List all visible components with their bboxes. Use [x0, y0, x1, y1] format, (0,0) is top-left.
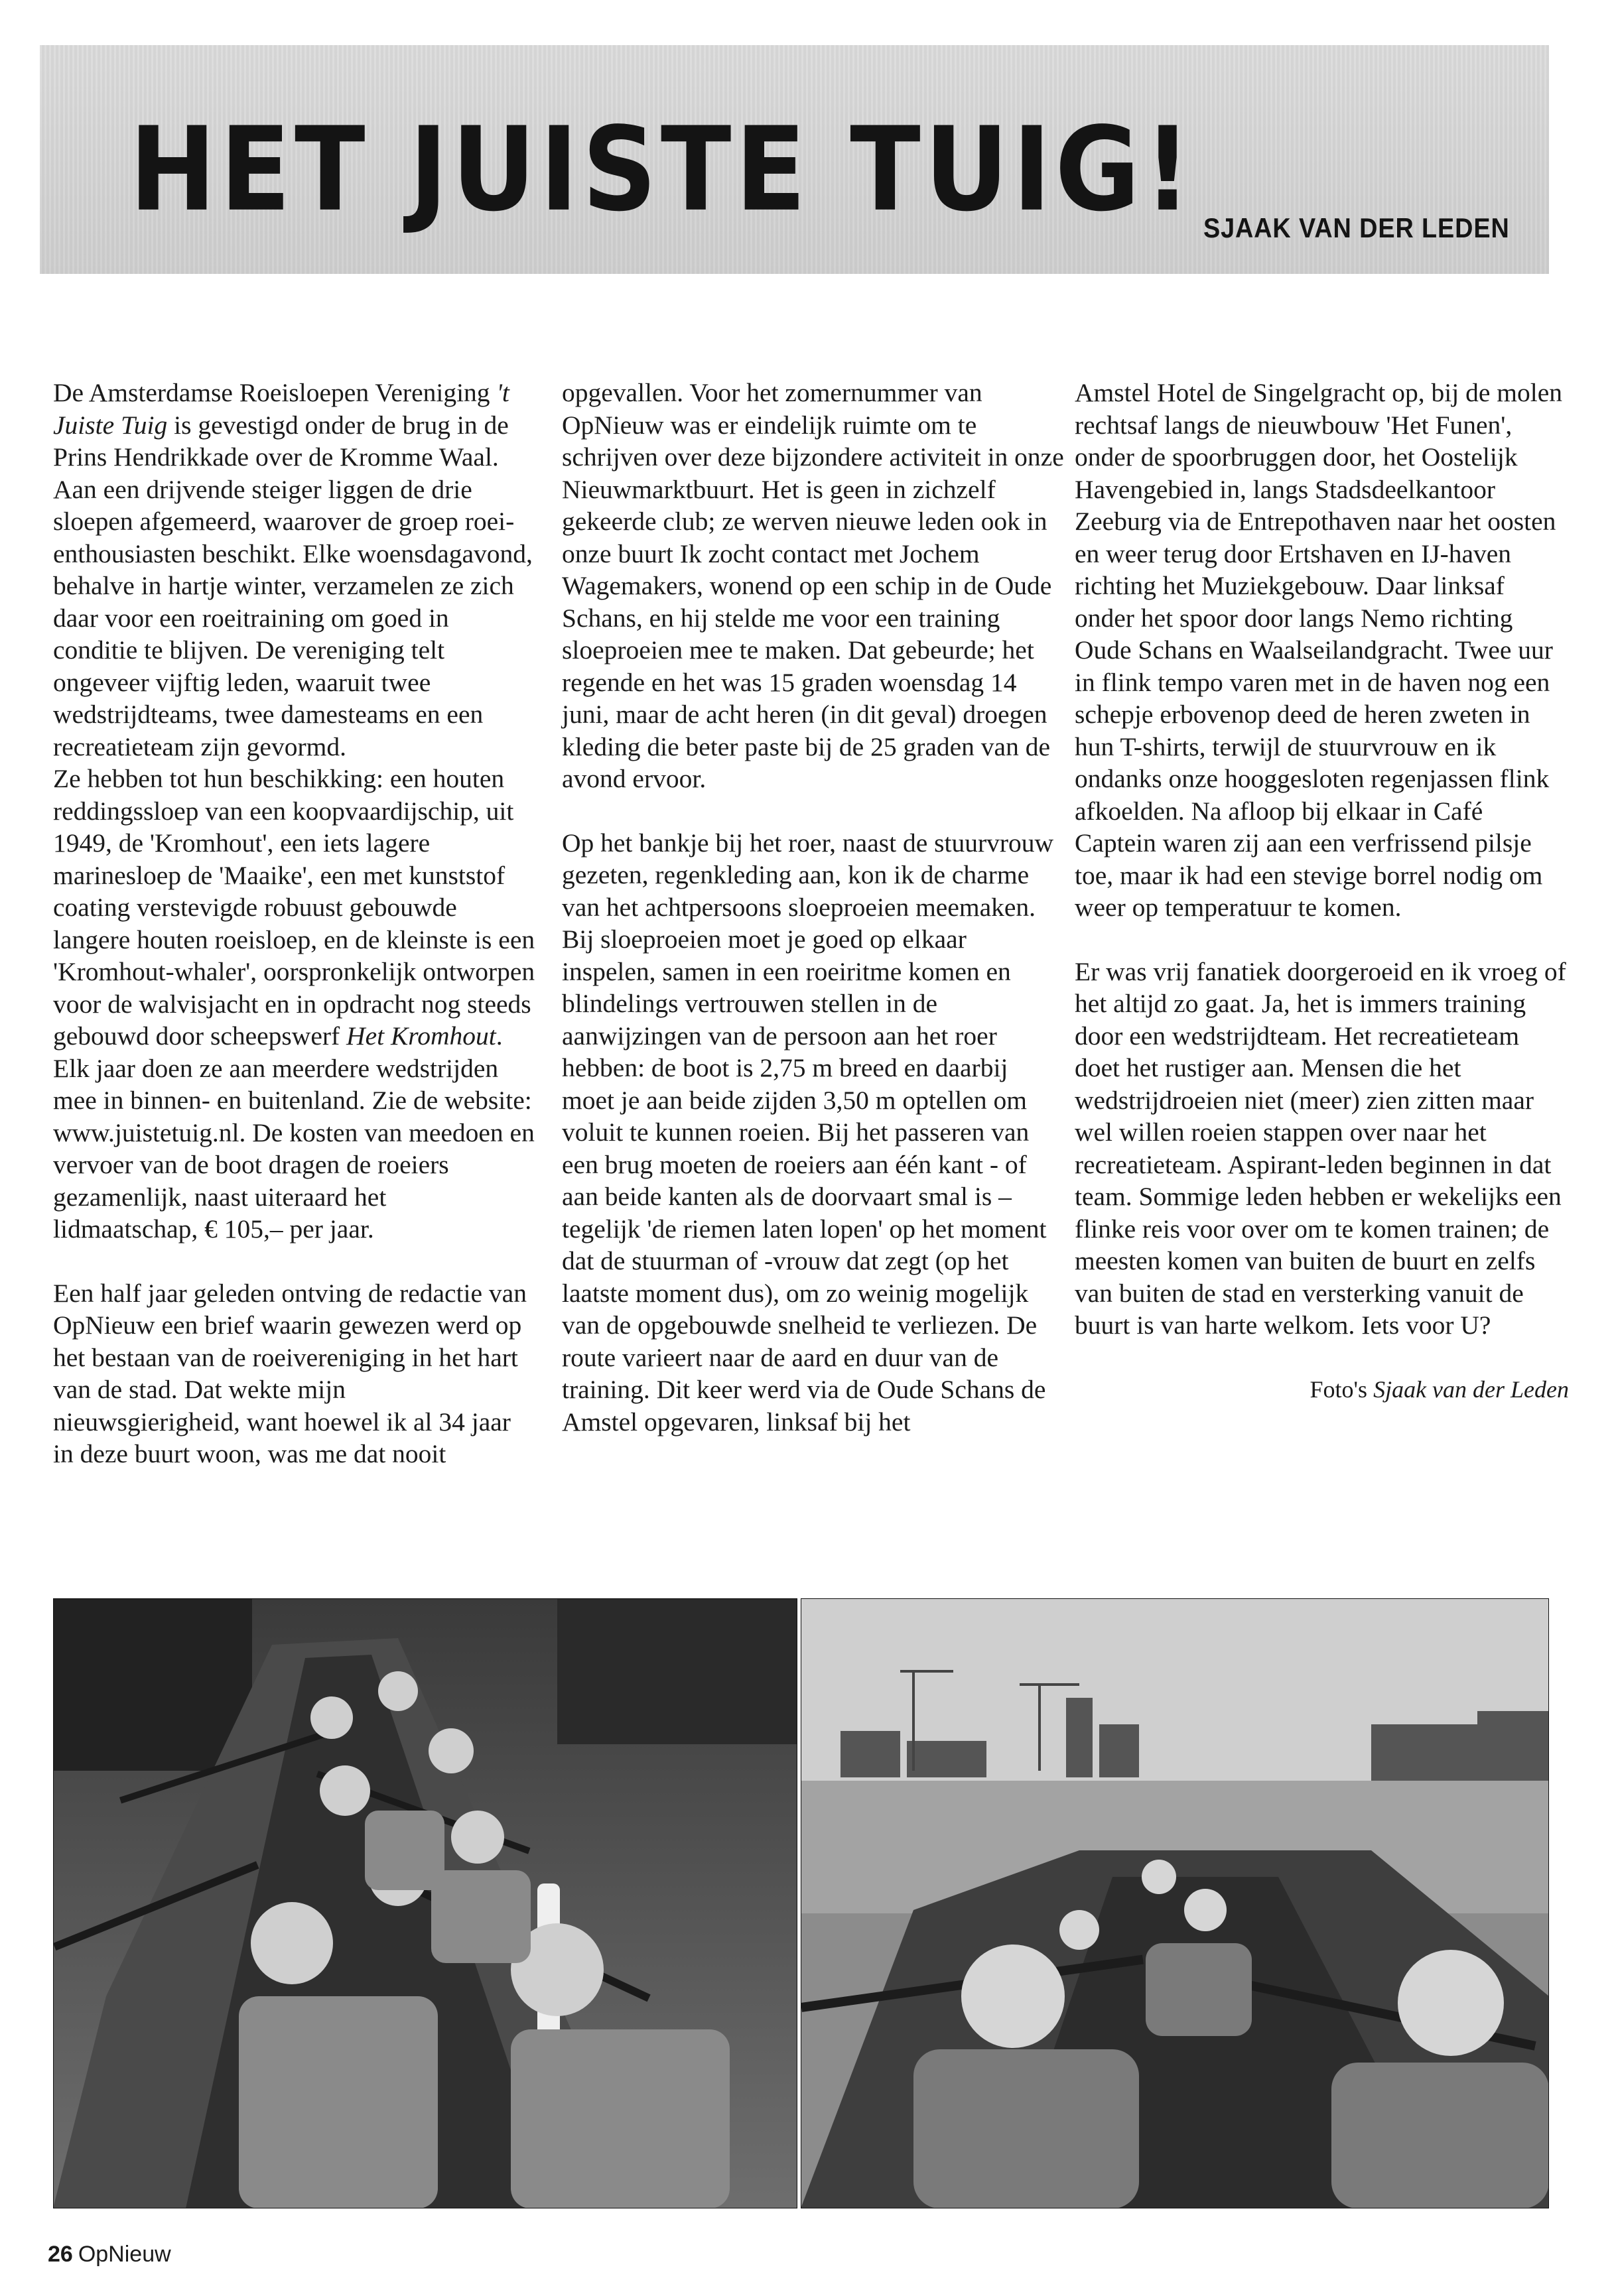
page-footer [48, 2242, 171, 2267]
rowing-crew-photo-right-image [801, 1598, 1549, 2208]
paragraph: Er was vrij fanatiek doorgeroeid en ik vroeg of het altijd zo gaat. Ja, het is immers training door een wedstrijdteam. Het recreatieteam doet het rustiger aan. Mensen die het wedstrijdroeien niet (meer) zien zitten maar wel willen roeien stappen over naar het recreatieteam. Aspirant-leden beginnen in dat team. Sommige leden hebben er wekelijks een flinke reis voor over om te komen trainen; de meesten komen van buiten de buurt en zelfs van buiten de stad en versterking vanuit de buurt is van harte welkom. Iets voor U? [1075, 956, 1566, 1340]
paragraph: Een half jaar geleden ontving de redactie van OpNieuw een brief waarin gewezen werd op het bestaan van de roeivereniging in het hart van de stad. Dat wekte mijn nieuwsgierigheid, want hoewel ik al 34 jaar in deze buurt woon, was me dat nooit [53, 1278, 527, 1468]
page-number: 26 [48, 2242, 73, 2267]
rowing-crew-photo-left-image [53, 1598, 797, 2208]
text-column-3 [1075, 377, 1569, 1405]
paragraph: De Amsterdamse Roeisloepen Vereniging 't Juiste Tuig is gevestigd onder de brug in de Prins Hendrikkade over de Kromme Waal. Aan een drijvende steiger liggen de drie sloepen afgemeerd, waarover de groep roei-enthousiasten beschikt. Elke woensdagavond, behalve in hartje winter, verzamelen ze zich daar voor een roeitraining om goed in conditie te blijven. De vereniging telt ongeveer vijftig leden, waaruit twee wedstrijdteams, twee damesteams en een recreatieteam zijn gevormd. [53, 378, 533, 761]
magazine-name: OpNieuw [78, 2242, 171, 2267]
rowing-crew-photo-left [53, 1598, 797, 2208]
text-column-1 [53, 377, 537, 1470]
paragraph: Ze hebben tot hun beschikking: een houten reddingssloep van een koopvaardijschip, uit 1949, de 'Kromhout', een iets lagere marinesloep de 'Maaike', een met kunststof coating verstevigde robuust gebouwde langere houten roeisloep, en de kleinste is een 'Kromhout-whaler', oorspronkelijk ontworpen voor de walvisjacht en in opdracht nog steeds gebouwd door scheepswerf Het Kromhout. Elk jaar doen ze aan meerdere wedstrijden mee in binnen- en buitenland. Zie de website: www.juistetuig.nl. De kosten van meedoen en vervoer van de boot dragen de roeiers gezamenlijk, naast uiteraard het lidmaatschap, € 105,– per jaar. [53, 764, 535, 1244]
paragraph: opgevallen. Voor het zomernummer van OpNieuw was er eindelijk ruimte om te schrijven over deze bijzondere activiteit in onze Nieuwmarktbuurt. Het is geen in zichzelf gekeerde club; ze werven nieuwe leden ook in onze buurt Ik zocht contact met Jochem Wagemakers, wonend op een schip in de Oude Schans, en hij stelde me voor een training sloeproeien mee te maken. Dat gebeurde; het regende en het was 15 graden woensdag 14 juni, maar de acht heren (in dit geval) droegen kleding die beter paste bij de 25 graden van de avond ervoor. [562, 378, 1064, 793]
text-column-2 [562, 377, 1066, 1438]
article-title: HET JUISTE TUIG! [129, 101, 1195, 237]
paragraph: Op het bankje bij het roer, naast de stuurvrouw gezeten, regenkleding aan, kon ik de charme van het achtpersoons sloeproeien meemaken. Bij sloeproeien moet je goed op elkaar inspelen, samen in een roeiritme komen en blindelings vertrouwen stellen in de aanwijzingen van de persoon aan het roer hebben: de boot is 2,75 m breed en daarbij moet je aan beide zijden 3,50 m optellen om voluit te kunnen roeien. Bij het passeren van een brug moeten de roeiers aan één kant - of aan beide kanten als de doorvaart smal is – tegelijk 'de riemen laten lopen' op het moment dat de stuurman of -vrouw dat zegt (op het laatste moment dus), om zo weinig mogelijk van de opgebouwde snelheid te verliezen. De route varieert naar de aard en duur van de training. Dit keer werd via de Oude Schans de Amstel opgevaren, linksaf bij het [562, 828, 1054, 1436]
rowing-crew-photo-right [801, 1598, 1549, 2208]
photo-credit: Foto's Sjaak van der Leden [1310, 1375, 1569, 1403]
club-name: 't Juiste Tuig [53, 378, 509, 440]
paragraph: Amstel Hotel de Singelgracht op, bij de molen rechtsaf langs de nieuwbouw 'Het Funen', onder de spoorbruggen door, het Oostelijk Havengebied in, langs Stadsdeelkantoor Zeeburg via de Entrepothaven naar het oosten en weer terug door Ertshaven en IJ-haven richting het Muziekgebouw. Daar linksaf onder het spoor door langs Nemo richting Oude Schans en Waalseilandgracht. Twee uur in flink tempo varen met in de haven nog een schepje erbovenop deed de heren zweten in hun T-shirts, terwijl de stuurvrouw en ik ondanks onze hooggesloten regenjassen flink afkoelden. Na afloop bij elkaar in Café Captein waren zij aan een verfrissend pilsje toe, maar ik had een stevige borrel nodig om weer op temperatuur te komen. [1075, 378, 1562, 922]
shipyard-name: Het Kromhout [346, 1021, 496, 1051]
article-author: SJAAK VAN DER LEDEN [1203, 212, 1510, 243]
